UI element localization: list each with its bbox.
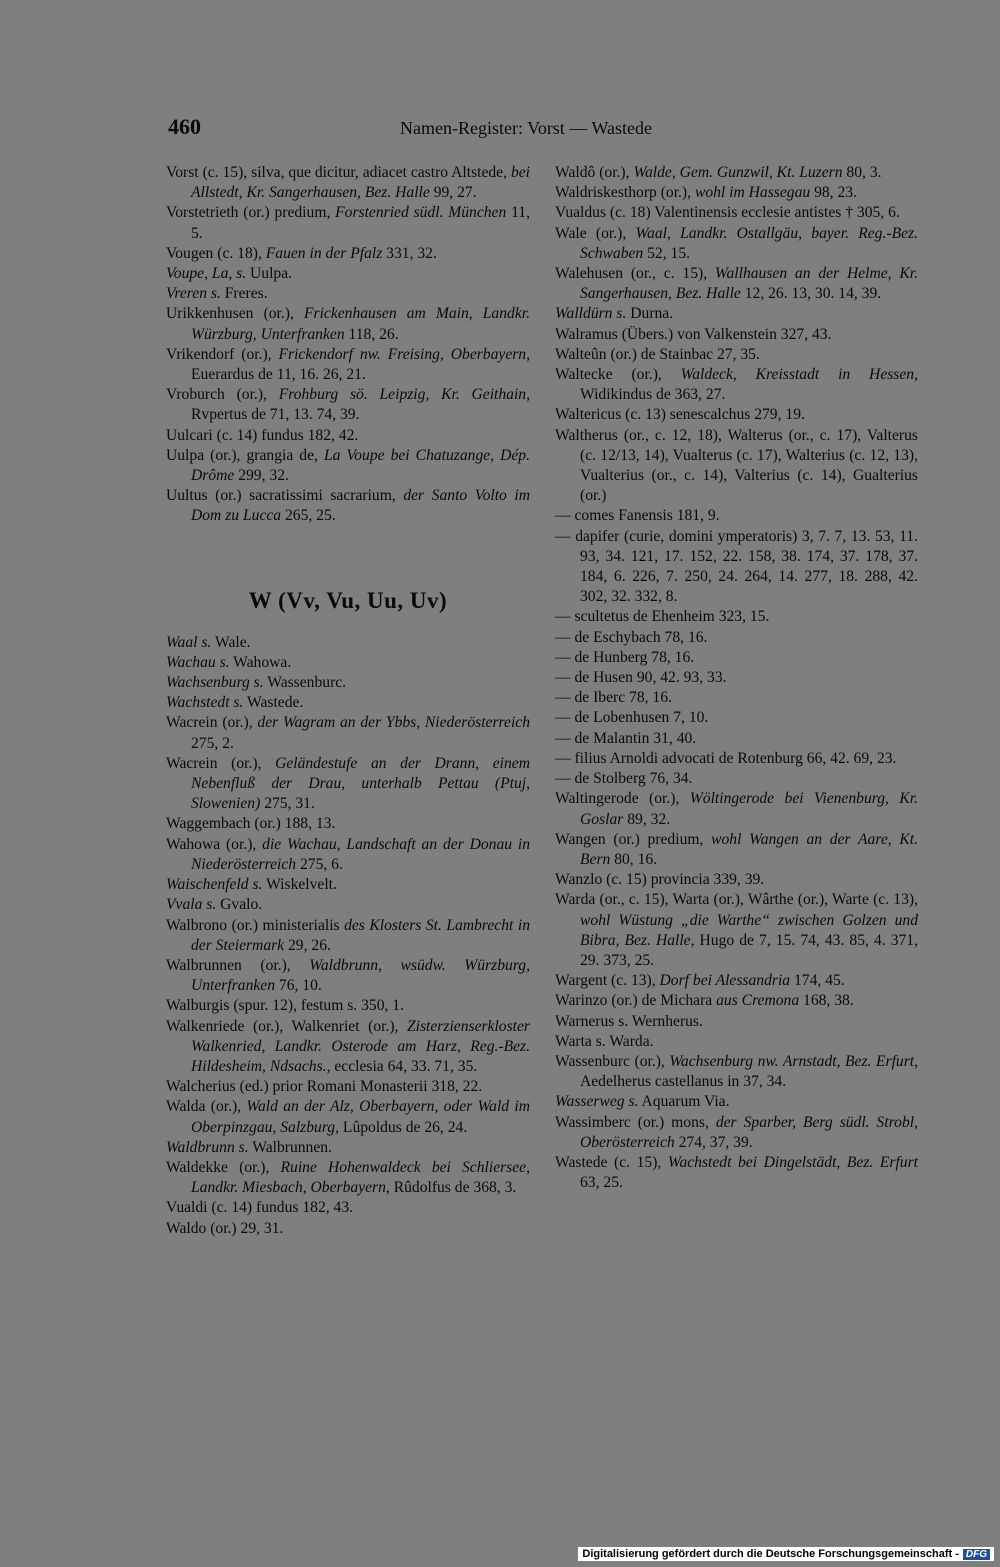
entry-loc: Frickendorf nw. Freising, Oberbayern, <box>278 345 531 363</box>
index-entry <box>166 693 530 713</box>
entry-lemma: Waltherus (or., c. 12, 18), Walterus (or., c. 17), Valterus (c. 12/13, 14), Vualterus (c. 17), Walterius (c. 12, 13), Vualterius (or., c. 14), Valterius (c. 14), Gualterius (or.) <box>555 426 918 505</box>
entry-rest: 63, 25. <box>580 1174 623 1192</box>
entry-rest: Walbrunnen. <box>248 1138 332 1156</box>
footer-text: Digitalisierung gefördert durch die Deutsche Forschungsgemeinschaft - <box>582 1548 959 1560</box>
entry-rest: Wassenburc. <box>263 674 347 692</box>
right-column <box>555 163 918 1193</box>
entry-lemma: — de Iberc 78, 16. <box>555 689 672 707</box>
entry-rest: Freres. <box>220 285 268 303</box>
entry-rest: Gvalo. <box>216 896 263 914</box>
entry-rest: Rvpertus de 71, 13. 74, 39. <box>191 406 360 424</box>
entry-loc: Wöltingerode bei Vienenburg, Kr. Goslar <box>580 790 919 828</box>
entry-rest: 265, 25. <box>281 507 336 525</box>
index-entry <box>166 163 530 203</box>
left-entries-top <box>166 163 530 527</box>
entry-lemma: Warda (or., c. 15), Warta (or.), Wârthe (or.), Warte (c. 13), <box>555 891 918 909</box>
entry-rest: 275, 6. <box>296 855 343 873</box>
index-entry <box>555 264 918 304</box>
index-entry <box>555 648 918 668</box>
index-entry <box>166 996 530 1016</box>
entry-lemma: Walcherius (ed.) prior Romani Monasterii 318, 22. <box>166 1078 483 1096</box>
entry-loc: Waal, Landkr. Ostallgäu, bayer. Reg.-Bez. Schwaben <box>580 224 918 262</box>
right-entries <box>555 163 918 1193</box>
index-entry <box>166 754 530 815</box>
entry-lemma: Vroburch (or.), <box>166 386 279 404</box>
entry-lemma: Walehusen (or., c. 15), <box>555 265 715 283</box>
index-entry <box>166 916 530 956</box>
entry-lemma: Waldô (or.), <box>555 164 634 181</box>
index-entry <box>555 1052 918 1092</box>
entry-lemma: Vrikendorf (or.), <box>166 345 279 363</box>
index-entry <box>555 729 918 749</box>
index-entry <box>166 895 530 915</box>
entry-lemma: Wangen (or.) predium, <box>555 830 712 848</box>
entry-rest: Aedelherus castellanus in 37, 34. <box>580 1073 787 1091</box>
index-entry <box>555 991 918 1011</box>
entry-loc: Frickenhausen am Main, Landkr. Würzburg, Unterfranken <box>191 305 530 343</box>
index-entry <box>166 956 530 996</box>
entry-loc: des Klosters St. Lambrecht in der Steiermark <box>191 916 530 954</box>
index-entry <box>166 713 530 753</box>
entry-rest: 275, 31. <box>260 795 315 813</box>
entry-lemma: Wahowa (or.), <box>166 835 263 853</box>
left-column <box>166 163 530 1239</box>
index-entry <box>555 769 918 789</box>
entry-lemma: Wargent (c. 13), <box>555 972 660 990</box>
entry-lemma: Waltericus (c. 13) senescalchus 279, 19. <box>555 406 805 424</box>
entry-loc: Wald an der Alz, Oberbayern, oder Wald im Oberpinzgau, Salzburg, <box>191 1098 530 1136</box>
entry-rest: Lûpoldus de 26, 24. <box>339 1118 468 1136</box>
entry-rest: 12, 26. 13, 30. 14, 39. <box>740 285 882 303</box>
index-entry <box>555 668 918 688</box>
entry-rest: 29, 26. <box>284 936 331 954</box>
index-entry <box>166 814 530 834</box>
entry-rest: 98, 23. <box>810 184 857 202</box>
entry-loc: Dorf bei Alessandria <box>659 972 791 990</box>
entry-loc: Waldbrunn s. <box>166 1138 249 1156</box>
index-entry <box>166 1198 530 1218</box>
entry-loc: Vreren s. <box>166 285 221 303</box>
entry-loc: die Wachau, Landschaft an der Donau in Niederösterreich <box>191 835 530 873</box>
entry-loc: bei Allstedt, Kr. Sangerhausen, Bez. Halle <box>191 164 530 202</box>
entry-rest: Wahowa. <box>229 653 292 671</box>
index-entry <box>555 890 918 971</box>
entry-lemma: — de Hunberg 78, 16. <box>555 648 695 666</box>
dfg-logo: DFG <box>963 1549 990 1560</box>
index-entry <box>166 446 530 486</box>
index-entry <box>166 486 530 526</box>
index-entry <box>555 607 918 627</box>
entry-lemma: — filius Arnoldi advocati de Rotenburg 66, 42. 69, 23. <box>555 749 897 767</box>
entry-lemma: Walda (or.), <box>166 1098 247 1116</box>
entry-loc: der Sparber, Berg südl. Strobl, Oberösterreich <box>580 1113 918 1151</box>
entry-lemma: — scultetus de Ehenheim 323, 15. <box>555 608 770 626</box>
index-entry <box>555 183 918 203</box>
index-entry <box>166 1017 530 1078</box>
entry-loc: Walde, Gem. Gunzwil, Kt. Luzern <box>633 164 843 181</box>
entry-loc: wohl im Hassegau <box>694 184 811 202</box>
index-entry <box>555 405 918 425</box>
index-entry <box>166 673 530 693</box>
entry-rest: Hugo de 7, 15. 74, 43. 85, 4. 371, 29. 373, 25. <box>580 931 918 969</box>
index-entry <box>166 653 530 673</box>
entry-lemma: Warta s. Warda. <box>555 1032 654 1050</box>
entry-rest: Aquarum Via. <box>638 1093 730 1111</box>
index-entry <box>555 870 918 890</box>
entry-loc: Waldeck, Kreisstadt in Hessen, <box>680 366 918 384</box>
entry-loc: Wachau s. <box>166 653 230 671</box>
entry-lemma: Vualdi (c. 14) fundus 182, 43. <box>166 1199 354 1217</box>
entry-lemma: Walbrono (or.) ministerialis <box>166 916 345 934</box>
index-entry <box>555 1092 918 1112</box>
entry-lemma: Uultus (or.) sacratissimi sacrarium, <box>166 487 404 505</box>
index-entry <box>555 628 918 648</box>
entry-rest: Durna. <box>626 305 674 323</box>
footer-credit <box>578 1547 994 1561</box>
entry-rest: 89, 32. <box>623 810 671 828</box>
index-entry <box>555 304 918 324</box>
entry-loc: Ruine Hohenwaldeck bei Schliersee, Landkr. Miesbach, Oberbayern, <box>191 1158 530 1197</box>
index-entry <box>555 163 918 183</box>
entry-loc: Zisterzienserkloster Walkenried, Landkr. Osterode am Harz, Reg.-Bez. Hildesheim, Ndsachs., <box>191 1017 530 1075</box>
index-entry <box>166 875 530 895</box>
page-number: 460 <box>168 114 201 139</box>
index-entry <box>555 345 918 365</box>
entry-rest: Uulpa. <box>246 265 293 283</box>
index-entry <box>166 1138 530 1158</box>
entry-rest: 274, 37, 39. <box>674 1133 753 1151</box>
entry-loc: Wachstedt bei Dingelstädt, Bez. Erfurt <box>667 1153 919 1171</box>
entry-loc: Frohburg sö. Leipzig, Kr. Geithain, <box>278 386 530 404</box>
entry-rest: 299, 32. <box>234 467 289 485</box>
index-entry <box>166 203 530 243</box>
entry-loc: Wachsenburg nw. Arnstadt, Bez. Erfurt, <box>669 1052 918 1070</box>
entry-lemma: Wacrein (or.), <box>166 754 276 772</box>
entry-lemma: Waldekke (or.), <box>166 1158 281 1176</box>
entry-rest: 80, 3. <box>842 164 882 181</box>
entry-rest: 11, 5. <box>191 204 530 242</box>
entry-lemma: Urikkenhusen (or.), <box>166 305 304 323</box>
entry-lemma: Walramus (Übers.) von Valkenstein 327, 43. <box>555 325 832 343</box>
index-entry <box>555 708 918 728</box>
entry-rest: 168, 38. <box>799 992 854 1010</box>
entry-lemma: Wacrein (or.), <box>166 714 258 732</box>
index-entry <box>166 244 530 264</box>
index-entry <box>166 284 530 304</box>
entry-lemma: Vorst (c. 15), silva, que dicitur, adiacet castro Altstede, <box>166 164 511 181</box>
entry-lemma: — de Lobenhusen 7, 10. <box>555 709 709 727</box>
entry-lemma: Waggembach (or.) 188, 13. <box>166 815 336 833</box>
entry-lemma: Vualdus (c. 18) Valentinensis ecclesie antistes † 305, 6. <box>555 204 900 222</box>
index-entry <box>555 830 918 870</box>
entry-rest: Rûdolfus de 368, 3. <box>389 1179 517 1197</box>
entry-lemma: Vorstetrieth (or.) predium, <box>166 204 336 222</box>
index-entry <box>555 971 918 991</box>
entry-rest: 331, 32. <box>382 244 437 262</box>
index-entry <box>555 224 918 264</box>
entry-loc: Voupe, La, s. <box>166 265 247 283</box>
index-entry <box>555 325 918 345</box>
entry-lemma: Uulcari (c. 14) fundus 182, 42. <box>166 426 359 444</box>
entry-lemma: — dapifer (curie, domini ymperatoris) 3, 7. 7, 13. 53, 11. 93, 34. 121, 17. 152, 22. 158, 38. 174, 37. 178, 37. 184, 6. 226, 7. 250, 24. 264, 14. 277, 18. 288, 42. 302, 32. 332, 8. <box>555 527 918 606</box>
index-entry <box>166 1158 530 1198</box>
left-entries-bottom <box>166 633 530 1239</box>
entry-loc: Waischenfeld s. <box>166 876 263 894</box>
entry-loc: aus Cremona <box>716 992 800 1010</box>
entry-lemma: Wanzlo (c. 15) provincia 339, 39. <box>555 871 765 889</box>
entry-rest: 99, 27. <box>429 184 477 202</box>
entry-lemma: Uulpa (or.), grangia de, <box>166 446 324 464</box>
entry-lemma: — de Husen 90, 42. 93, 33. <box>555 669 727 687</box>
section-heading: W (Vv, Vu, Uu, Uv) <box>248 587 448 613</box>
entry-lemma: Walkenriede (or.), Walkenriet (or.), <box>166 1017 407 1035</box>
entry-loc: wohl Wüstung „die Warthe“ zwischen Golzen und Bibra, Bez. Halle, <box>580 911 918 949</box>
entry-rest: Wastede. <box>243 694 304 712</box>
entry-rest: Wiskelvelt. <box>262 876 337 894</box>
entry-loc: Wachstedt s. <box>166 694 244 712</box>
entry-lemma: Waldriskesthorp (or.), <box>555 184 695 202</box>
index-entry <box>555 688 918 708</box>
entry-lemma: Warinzo (or.) de Michara <box>555 992 717 1010</box>
entry-lemma: Wastede (c. 15), <box>555 1153 668 1171</box>
entry-loc: Walldürn s. <box>555 305 627 323</box>
index-entry <box>166 633 530 653</box>
entry-lemma: Walteûn (or.) de Stainbac 27, 35. <box>555 345 760 363</box>
index-entry <box>166 835 530 875</box>
entry-loc: der Santo Volto im Dom zu Lucca <box>191 487 530 525</box>
entry-lemma: Vougen (c. 18), <box>166 244 266 262</box>
entry-lemma: — de Eschybach 78, 16. <box>555 628 708 646</box>
entry-rest: 76, 10. <box>275 977 322 995</box>
entry-rest: 80, 16. <box>610 850 658 868</box>
entry-lemma: Warnerus s. Wernherus. <box>555 1012 703 1030</box>
index-entry <box>166 1097 530 1137</box>
entry-loc: Waldbrunn, wsüdw. Würzburg, Unterfranken <box>191 956 530 995</box>
entry-rest: Euerardus de 11, 16. 26, 21. <box>191 366 366 384</box>
entry-lemma: Wassenburc (or.), <box>555 1052 670 1070</box>
index-entry <box>555 203 918 223</box>
index-entry <box>555 527 918 608</box>
entry-lemma: Walbrunnen (or.), <box>166 956 310 974</box>
index-entry <box>555 789 918 829</box>
entry-lemma: Waltingerode (or.), <box>555 790 690 808</box>
entry-lemma: Walburgis (spur. 12), festum s. 350, 1. <box>166 997 404 1015</box>
entry-loc: La Voupe bei Chatuzange, Dép. Drôme <box>191 446 530 485</box>
entry-loc: Forstenried südl. München <box>335 204 507 222</box>
index-entry <box>555 506 918 526</box>
index-entry <box>555 1113 918 1153</box>
entry-lemma: — de Stolberg 76, 34. <box>555 770 693 788</box>
index-entry <box>555 1153 918 1193</box>
index-entry <box>555 365 918 405</box>
entry-loc: Wasserweg s. <box>555 1093 639 1111</box>
entry-rest: 174, 45. <box>790 972 845 990</box>
entry-rest: ecclesia 64, 33. 71, 35. <box>330 1057 478 1075</box>
index-entry <box>166 426 530 446</box>
entry-lemma: — de Malantin 31, 40. <box>555 729 697 747</box>
entry-loc: der Wagram an der Ybbs, Niederösterreich <box>257 714 530 732</box>
entry-rest: 118, 26. <box>344 325 399 343</box>
entry-lemma: — comes Fanensis 181, 9. <box>555 507 720 525</box>
entry-rest: 275, 2. <box>191 734 234 752</box>
entry-rest: Wale. <box>211 633 251 651</box>
index-entry <box>166 264 530 284</box>
index-entry <box>166 385 530 425</box>
entry-rest: Widikindus de 363, 27. <box>580 386 726 404</box>
entry-loc: wohl Wangen an der Aare, Kt. Bern <box>580 830 918 868</box>
index-entry <box>555 1032 918 1052</box>
entry-loc: Geländestufe an der Drann, einem Nebenfluß der Drau, unterhalb Pettau (Ptuj, Slowenien) <box>191 754 530 813</box>
index-entry <box>555 749 918 769</box>
entry-loc: Wallhausen an der Helme, Kr. Sangerhausen, Bez. Halle <box>580 265 918 303</box>
index-entry <box>166 1077 530 1097</box>
entry-loc: Fauen in der Pfalz <box>265 244 383 262</box>
entry-lemma: Wale (or.), <box>555 224 636 242</box>
running-head: Namen-Register: Vorst — Wastede <box>400 118 653 138</box>
index-entry <box>166 304 530 344</box>
entry-lemma: Waldo (or.) 29, 31. <box>166 1219 284 1237</box>
entry-lemma: Waltecke (or.), <box>555 366 681 384</box>
index-entry <box>166 1219 530 1239</box>
index-entry <box>166 345 530 385</box>
entry-loc: Waal s. <box>166 633 212 651</box>
index-entry <box>555 426 918 507</box>
index-entry <box>555 1012 918 1032</box>
entry-rest: 52, 15. <box>643 244 691 262</box>
entry-lemma: Wassimberc (or.) mons, <box>555 1113 716 1131</box>
entry-loc: Wachsenburg s. <box>166 674 264 692</box>
entry-loc: Vvala s. <box>166 896 217 914</box>
